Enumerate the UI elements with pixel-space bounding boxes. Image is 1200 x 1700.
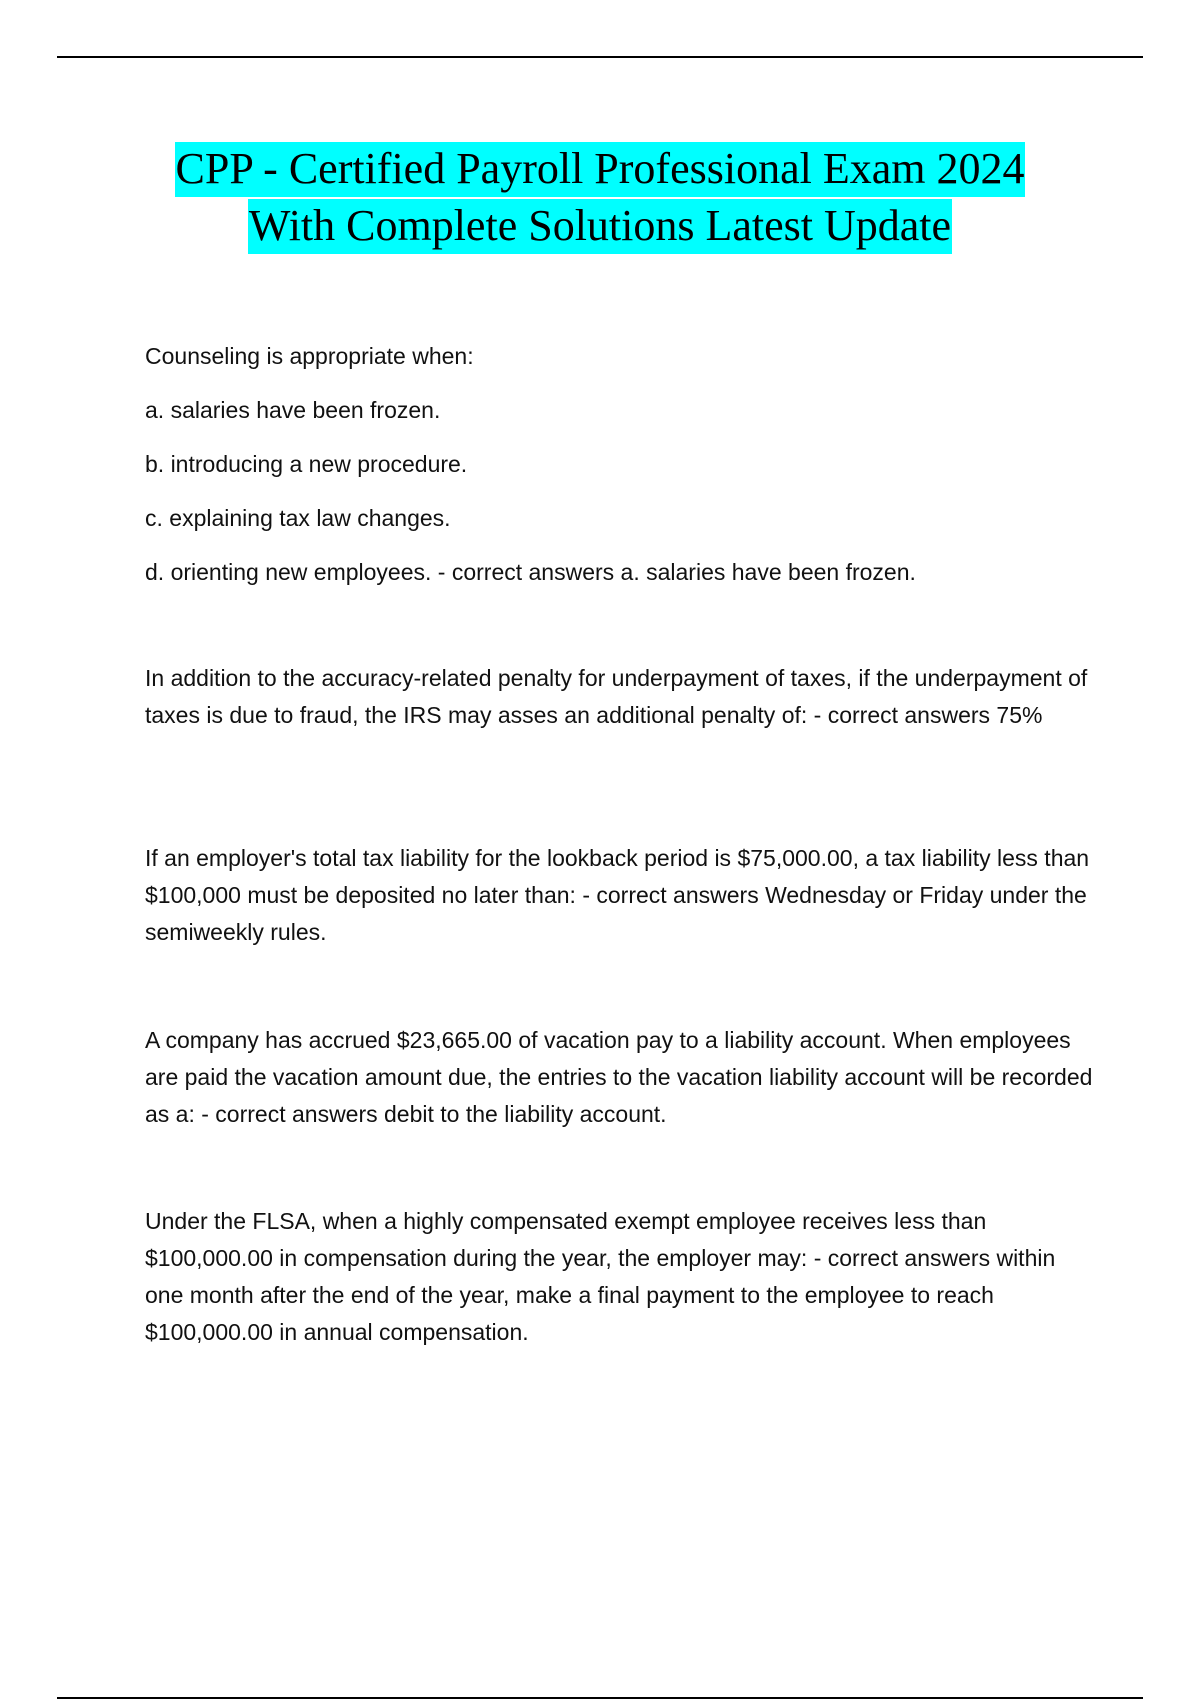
question-3 [145,840,1095,951]
question-1-option-b: b. introducing a new procedure. [145,451,468,477]
title-line-2: With Complete Solutions Latest Update [248,199,952,254]
question-2 [145,660,1095,734]
question-1 [145,338,1095,608]
top-rule [57,56,1143,58]
question-2-text: In addition to the accuracy-related penalty for underpayment of taxes, if the underpayment of taxes is due to fraud, the IRS may asses an additional penalty of: - correct answers 75% [145,665,1088,728]
question-5-text: Under the FLSA, when a highly compensated exempt employee receives less than $100,000.00 in compensation during the year, the employer may: - correct answers within one month after the end of the year, make a final payment to the employee to reach $100,000.00 in annual compensation. [145,1208,1056,1345]
document-title [60,140,1140,254]
question-3-text: If an employer's total tax liability for the lookback period is $75,000.00, a tax liability less than $100,000 must be deposited no later than: - correct answers Wednesday or Friday under the semiweekly rules. [145,845,1090,945]
question-1-option-d-answer: d. orienting new employees. - correct answers a. salaries have been frozen. [145,559,916,585]
question-1-option-a: a. salaries have been frozen. [145,397,441,423]
title-line-1: CPP - Certified Payroll Professional Exam 2024 [175,142,1026,197]
question-1-option-c: c. explaining tax law changes. [145,505,451,531]
question-5 [145,1203,1095,1351]
question-1-stem: Counseling is appropriate when: [145,343,474,369]
question-4-text: A company has accrued $23,665.00 of vacation pay to a liability account. When employees are paid the vacation amount due, the entries to the vacation liability account will be recorded as a: - correct answers debit to the liability account. [145,1027,1093,1127]
question-4 [145,1022,1095,1133]
bottom-rule [57,1697,1143,1699]
